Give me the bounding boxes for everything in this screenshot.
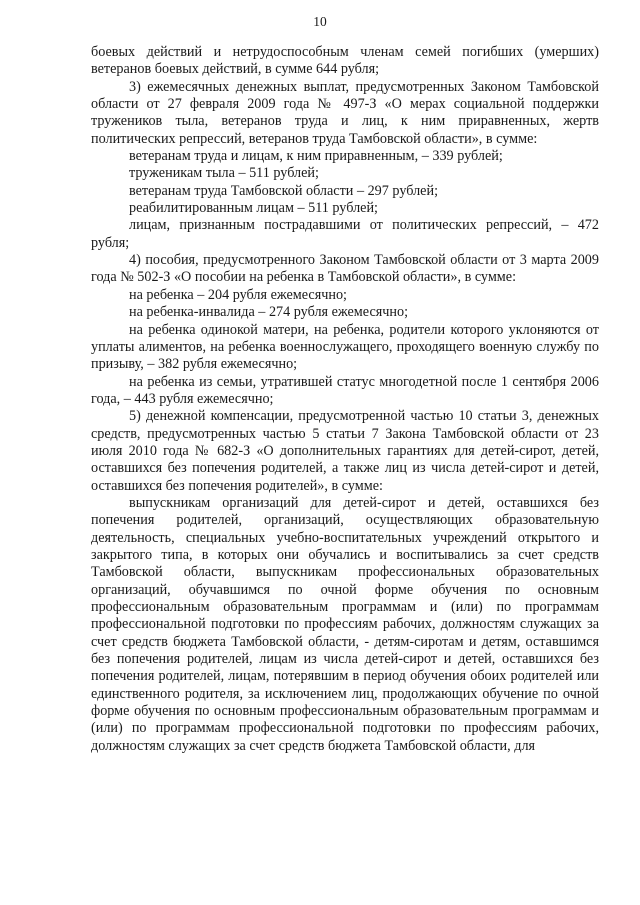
paragraph-labor-veterans: ветеранам труда и лицам, к ним приравненным, – 339 рублей; — [129, 148, 503, 165]
paragraph-graduates: выпускникам организаций для детей-сирот и детей, оставшихся без попечения родителей, организаций, осуществляющих образовательную деятельность, специальных учебно-воспитательных учреждений открытого и закрытого типа, в которых они обучались и воспитывались за счет средств Тамбовской области, выпускникам профессиональных образовательных организаций, обучавшимся по очной форме обучения по основным профессиональным образовательным программам и (или) по программам профессиональной подготовки по профессиям рабочих, должностям служащих за счет средств бюджета Тамбовской области, - детям-сиротам и детям, оставшимся без попечения родителей, лицам из числа детей-сирот и детей, оставшихся без попечения родителей, лицам, потерявшим в период обучения обоих родителей или единственного родителя, за исключением лиц, продолжающих обучение по очной форме обучения по основным профессиональным образовательным программам и (или) по программам профессиональной подготовки по профессиям рабочих, должностям служащих за счет средств бюджета Тамбовской области, для — [91, 494, 599, 754]
document-body — [91, 44, 599, 755]
paragraph-home-front-workers: труженикам тыла – 511 рублей; — [129, 165, 319, 182]
paragraph-rehabilitated: реабилитированным лицам – 511 рублей; — [129, 200, 378, 217]
paragraph-repression-victims: лицам, признанным пострадавшими от политических репрессий, – 472 рубля; — [91, 217, 599, 251]
paragraph-tambov-labor-veterans: ветеранам труда Тамбовской области – 297 рублей; — [129, 182, 439, 199]
paragraph-disabled-child: на ребенка-инвалида – 274 рубля ежемесячно; — [129, 304, 409, 321]
paragraph-child: на ребенка – 204 рубля ежемесячно; — [129, 286, 347, 303]
paragraph-large-family-child: на ребенка из семьи, утратившей статус многодетной после 1 сентября 2006 года, – 443 рубля ежемесячно; — [91, 373, 599, 407]
paragraph-continuation: боевых действий и нетрудоспособным членам семей погибших (умерших) ветеранов боевых действий, в сумме 644 рубля; — [91, 44, 599, 78]
paragraph-item-4: 4) пособия, предусмотренного Законом Тамбовской области от 3 марта 2009 года № 502-З «О пособии на ребенка в Тамбовской области», в сумме: — [91, 252, 599, 286]
paragraph-item-5: 5) денежной компенсации, предусмотренной частью 10 статьи 3, денежных средств, предусмотренных частью 5 статьи 7 Закона Тамбовской области от 23 июля 2010 года № 682-З «О дополнительных гарантиях для детей-сирот, детей, оставшихся без попечения родителей, а также лиц из числа детей-сирот и детей, оставшихся без попечения родителей», в сумме: — [91, 408, 599, 494]
paragraph-item-3: 3) ежемесячных денежных выплат, предусмотренных Законом Тамбовской области от 27 февраля 2009 года № 497-З «О мерах социальной поддержки тружеников тыла, ветеранов труда и лиц, к ним приравненных, жертв политических репрессий, ветеранов труда Тамбовской области», в сумме: — [91, 78, 599, 147]
page-number: 10 — [313, 14, 327, 29]
paragraph-single-mother-child: на ребенка одинокой матери, на ребенка, родители которого уклоняются от уплаты алиментов, на ребенка военнослужащего, проходящего военную службу по призыву, – 382 рубля ежемесячно; — [91, 321, 599, 373]
